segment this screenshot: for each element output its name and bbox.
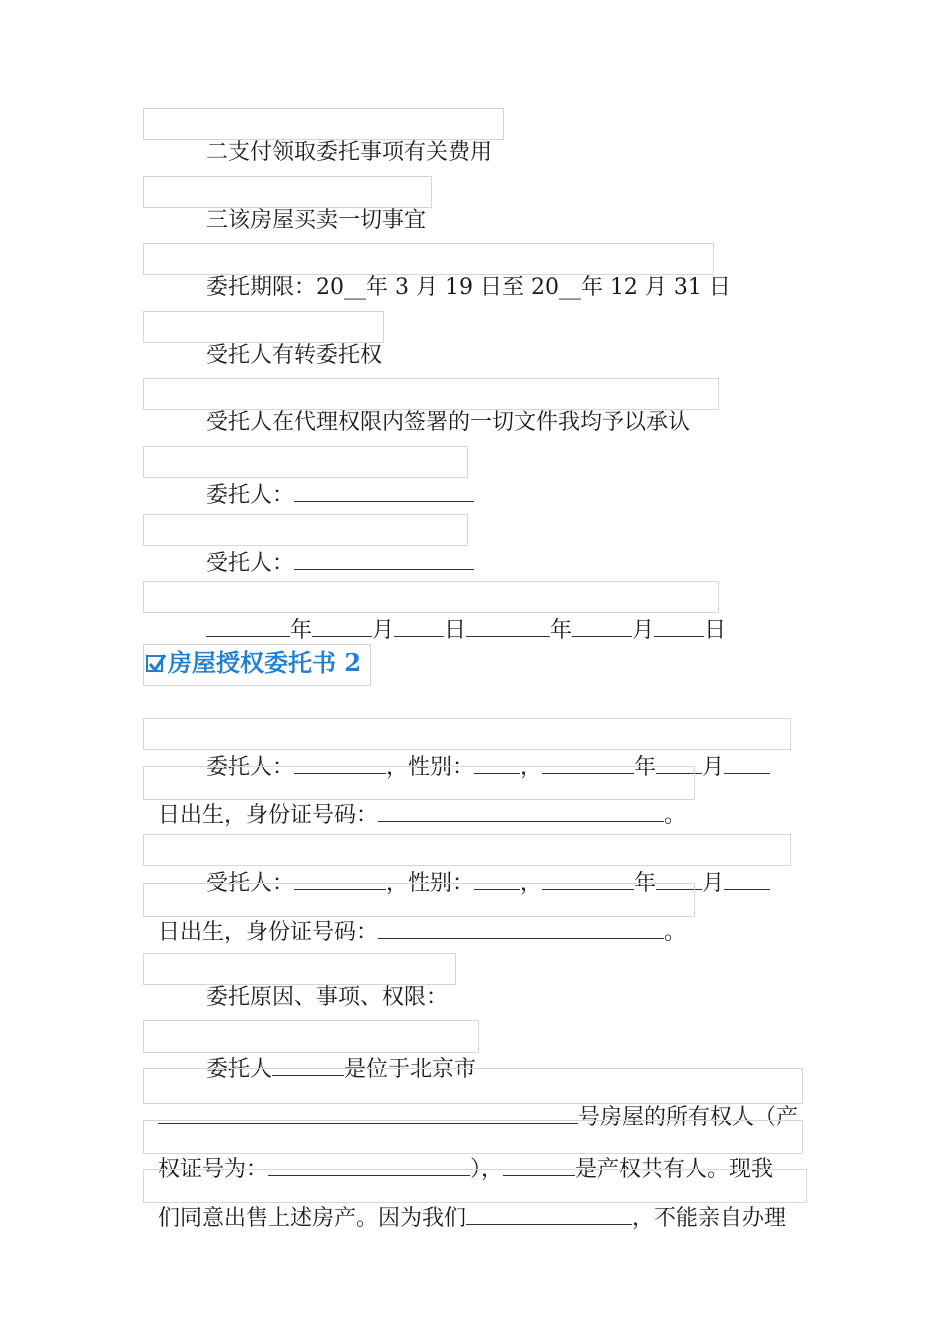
delegation-period — [143, 243, 731, 300]
id-label: 日出生，身份证号码： — [158, 920, 379, 945]
scope-heading — [143, 953, 456, 1010]
period: 。 — [664, 803, 687, 828]
acknowledgement-text: 受托人在代理权限内签署的一切文件我均予以承认 — [206, 410, 691, 435]
delegation-period-text: 委托期限：20__年 3 月 19 日至 20__年 12 月 31 日 — [206, 275, 731, 300]
location-text: 是位于北京市 — [344, 1057, 477, 1082]
scope-line-2 — [143, 1068, 803, 1130]
principal-info-line-2 — [143, 766, 695, 828]
year-label: 年 — [634, 871, 657, 896]
clause-3-text: 三该房屋买卖一切事宜 — [206, 208, 427, 233]
unable-text: ，不能亲自办理 — [632, 1206, 787, 1231]
principal-info-line-1 — [143, 718, 791, 780]
year-label: 年 — [634, 755, 657, 780]
sub-delegation-text: 受托人有转委托权 — [206, 343, 383, 368]
agent-label: 受托人： — [206, 551, 295, 576]
clause-2-text: 二支付领取委托事项有关费用 — [206, 140, 493, 165]
scope-line-4 — [143, 1169, 807, 1231]
date-blank[interactable] — [654, 612, 704, 637]
principal-signature-line — [143, 446, 468, 508]
date-label: 月 — [632, 618, 655, 643]
date-blank[interactable] — [206, 612, 290, 637]
id-label: 日出生，身份证号码： — [158, 803, 379, 828]
date-label: 年 — [290, 618, 313, 643]
cert-label: 权证号为： — [158, 1157, 269, 1182]
principal-info-label: 委托人： — [206, 755, 295, 780]
date-blank[interactable] — [466, 612, 550, 637]
acknowledgement-clause — [143, 378, 719, 435]
date-label: 日 — [704, 618, 727, 643]
scope-line-1 — [143, 1020, 479, 1082]
birth-day-blank[interactable] — [724, 865, 770, 890]
section-heading — [143, 644, 371, 686]
principal-blank[interactable] — [294, 477, 474, 502]
month-label: 月 — [702, 755, 725, 780]
agent-info-line-2 — [143, 883, 695, 945]
agent-blank[interactable] — [294, 545, 474, 570]
agent-signature-line — [143, 514, 468, 576]
date-blank[interactable] — [394, 612, 444, 637]
principal-label: 委托人： — [206, 483, 295, 508]
scope-heading-text: 委托原因、事项、权限： — [206, 985, 449, 1010]
date-blank[interactable] — [312, 612, 372, 637]
gender-label: ，性别： — [386, 755, 475, 780]
agent-info-line-1 — [143, 834, 791, 896]
paren-comma: ）， — [470, 1157, 504, 1182]
gender-label: ，性别： — [386, 871, 475, 896]
scope-line-3 — [143, 1120, 803, 1182]
reason-blank[interactable] — [466, 1200, 632, 1225]
date-blank[interactable] — [572, 612, 632, 637]
id-number-blank[interactable] — [378, 797, 664, 822]
sub-delegation-clause — [143, 311, 384, 368]
comma: ， — [520, 755, 543, 780]
period: 。 — [664, 920, 687, 945]
co-owner-text: 是产权共有人。现我 — [575, 1157, 774, 1182]
date-label: 月 — [372, 618, 395, 643]
sale-text: 们同意出售上述房产。因为我们 — [158, 1206, 467, 1231]
birth-day-blank[interactable] — [724, 749, 770, 774]
date-label: 年 — [550, 618, 573, 643]
date-label: 日 — [444, 618, 467, 643]
section-heading-text: 房屋授权委托书 2 — [168, 648, 362, 677]
comma: ， — [520, 871, 543, 896]
clause-2 — [143, 108, 504, 165]
month-label: 月 — [702, 871, 725, 896]
date-line — [143, 581, 727, 643]
agent-info-label: 受托人： — [206, 871, 295, 896]
checkbox-icon — [146, 655, 163, 672]
principal-word: 委托人 — [206, 1057, 273, 1082]
owner-text: 号房屋的所有权人（产 — [578, 1105, 799, 1130]
id-number-blank[interactable] — [378, 914, 664, 939]
clause-3 — [143, 176, 432, 233]
